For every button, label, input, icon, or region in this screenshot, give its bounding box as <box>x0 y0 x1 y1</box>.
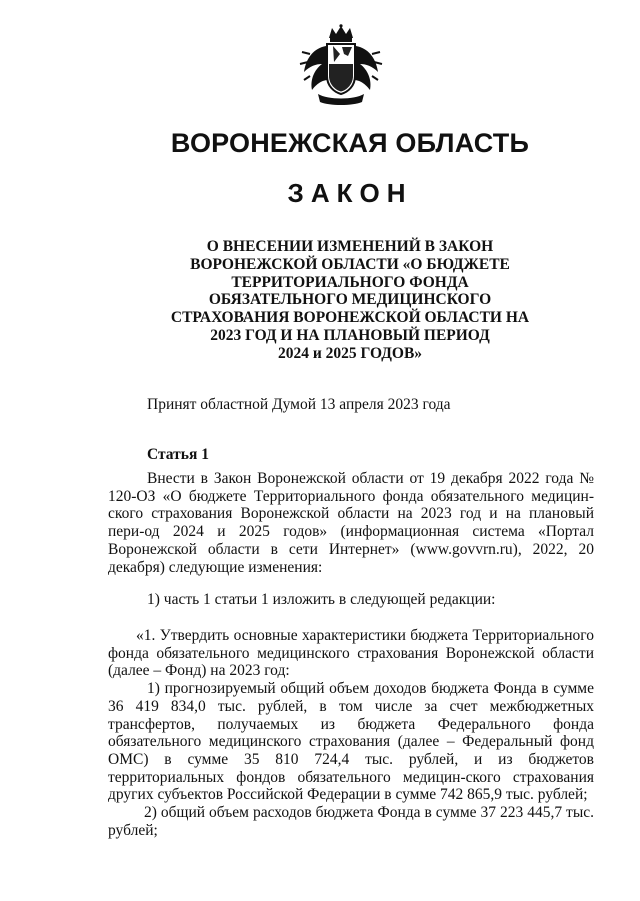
emblem-icon <box>296 24 386 108</box>
adoption-note: Принят областной Думой 13 апреля 2023 года <box>147 396 451 413</box>
intro-paragraph <box>108 470 594 576</box>
subitem-1-paragraph: 1) прогнозируемый общий объем доходов бюджета Фонда в сумме 36 419 834,0 тыс. рублей, в том числе за счет межбюджетных трансфертов, получаемых из бюджета Федерального фонда обязательного медицинского страхования (далее – Федеральный фонд ОМС) в сумме 35 810 724,4 тыс. рублей, и из бюджетов территориальных фондов обязательного медицин-ского страхования других субъектов Российской Федерации в сумме 742 865,9 тыс. рублей; <box>108 680 594 804</box>
law-title-line: 2023 ГОД И НА ПЛАНОВЫЙ ПЕРИОД <box>210 326 490 344</box>
law-title-line: 2024 и 2025 ГОДОВ» <box>277 344 423 362</box>
law-title-line: О ВНЕСЕНИИ ИЗМЕНЕНИЙ В ЗАКОН <box>206 238 494 255</box>
law-title-line: ВОРОНЕЖСКОЙ ОБЛАСТИ «О БЮДЖЕТЕ <box>190 255 510 273</box>
law-title-line: ТЕРРИТОРИАЛЬНОГО ФОНДА <box>231 273 469 291</box>
item-1-text: 1) часть 1 статьи 1 изложить в следующей редакции: <box>147 591 496 608</box>
region-heading: ВОРОНЕЖСКАЯ ОБЛАСТЬ <box>170 128 530 158</box>
intro-text: Внести в Закон Воронежской области от 19 декабря 2022 года № 120-ОЗ «О бюджете Территориального фонда обязательного медицин-ского страхования Воронежской области на 2023 год и на плановый пери-од 2024 и 2025 годов» (информационная система «Портал Воронежской области в сети Интернет» (www.govvrn.ru), 2022, 20 декабря) следующие изменения: <box>108 470 594 576</box>
subitem-2-paragraph: 2) общий объем расходов бюджета Фонда в сумме 37 223 445,7 тыс. рублей; <box>108 804 594 839</box>
amendment-text-block <box>108 627 594 839</box>
item-1-paragraph <box>108 591 594 609</box>
document-type-heading: ЗАКОН <box>287 178 413 208</box>
law-title <box>0 238 640 363</box>
law-title-line: ОБЯЗАТЕЛЬНОГО МЕДИЦИНСКОГО <box>208 291 492 309</box>
law-title-line: СТРАХОВАНИЯ ВОРОНЕЖСКОЙ ОБЛАСТИ НА <box>170 309 530 327</box>
article-heading: Статья 1 <box>147 446 209 463</box>
quote-paragraph: «1. Утвердить основные характеристики бюджета Территориального фонда обязательного медицинского страхования Воронежской области (далее – Фонд) на 2023 год: <box>108 627 594 680</box>
